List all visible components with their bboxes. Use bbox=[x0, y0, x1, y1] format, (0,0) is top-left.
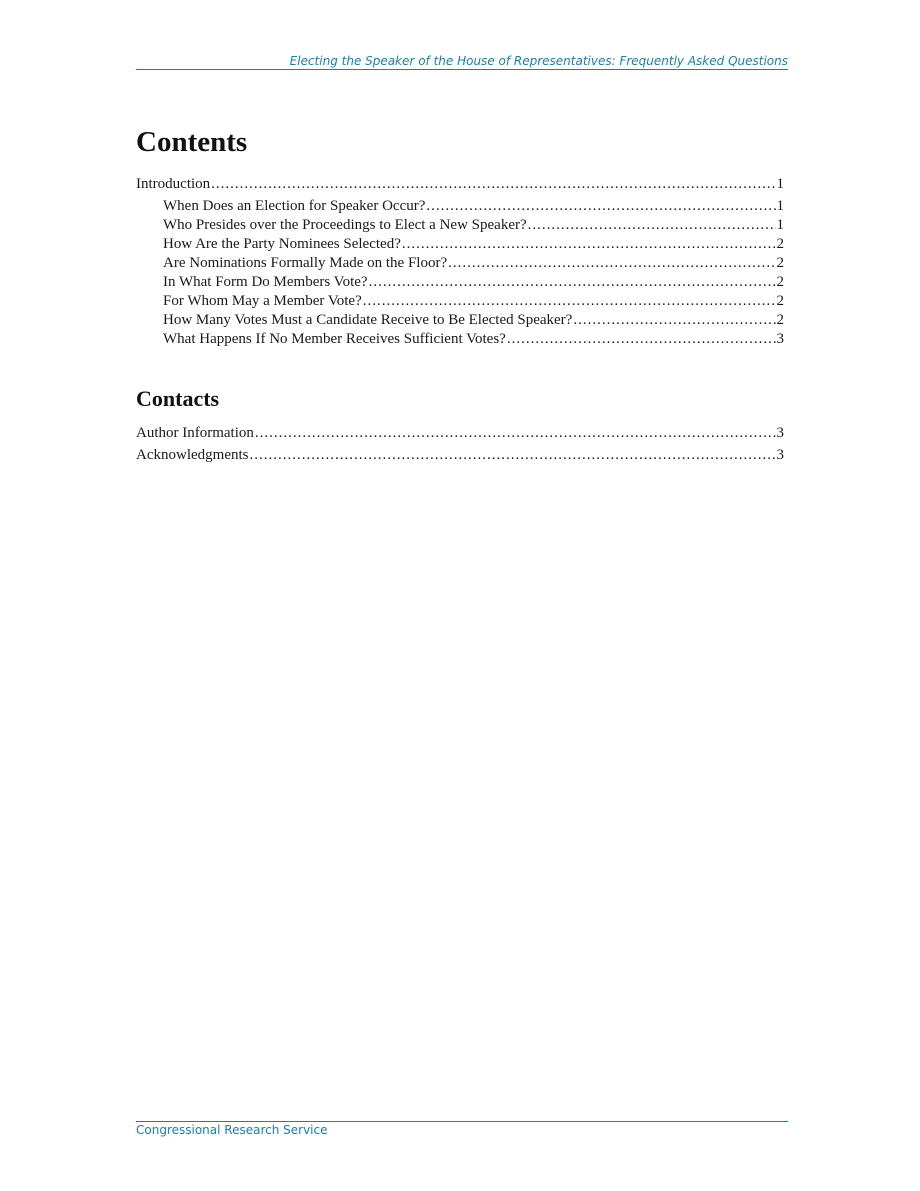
running-header: Electing the Speaker of the House of Representatives: Frequently Asked Questions bbox=[289, 54, 788, 68]
toc-entry-when-election[interactable] bbox=[136, 197, 784, 216]
toc-entry-page: 3 bbox=[776, 425, 784, 441]
toc-dot-leader bbox=[573, 311, 775, 330]
toc-dot-leader bbox=[363, 292, 776, 311]
toc-entry-nominations-floor[interactable] bbox=[136, 254, 784, 273]
toc-entry-for-whom[interactable] bbox=[136, 292, 784, 311]
toc-entry-label: How Are the Party Nominees Selected? bbox=[163, 236, 401, 252]
toc-entry-page: 1 bbox=[776, 176, 784, 192]
toc-entry-introduction[interactable] bbox=[136, 175, 784, 197]
toc-entry-page: 1 bbox=[776, 198, 784, 214]
toc-entry-page: 2 bbox=[776, 293, 784, 309]
toc-entry-label: For Whom May a Member Vote? bbox=[163, 293, 362, 309]
toc-entry-page: 1 bbox=[776, 217, 784, 233]
toc-dot-leader bbox=[402, 235, 776, 254]
toc-entry-no-sufficient-votes[interactable] bbox=[136, 330, 784, 349]
toc-entry-label: Who Presides over the Proceedings to Elect a New Speaker? bbox=[163, 217, 527, 233]
contacts-toc bbox=[136, 424, 784, 468]
contacts-heading: Contacts bbox=[136, 386, 220, 411]
toc-entry-page: 2 bbox=[776, 274, 784, 290]
toc-entry-label: Acknowledgments bbox=[136, 447, 249, 463]
toc-dot-leader bbox=[528, 216, 776, 235]
contents-heading: Contents bbox=[136, 126, 248, 158]
toc-entry-acknowledgments[interactable] bbox=[136, 446, 784, 468]
toc-entry-how-many-votes[interactable] bbox=[136, 311, 784, 330]
toc-entry-page: 2 bbox=[776, 236, 784, 252]
toc-dot-leader bbox=[211, 175, 775, 194]
toc-dot-leader bbox=[448, 254, 775, 273]
toc-dot-leader bbox=[255, 424, 776, 443]
toc-dot-leader bbox=[369, 273, 776, 292]
toc-entry-label: In What Form Do Members Vote? bbox=[163, 274, 368, 290]
toc-entry-page: 2 bbox=[776, 255, 784, 271]
running-footer: Congressional Research Service bbox=[136, 1123, 328, 1137]
toc-entry-page: 3 bbox=[776, 447, 784, 463]
toc-entry-vote-form[interactable] bbox=[136, 273, 784, 292]
toc-dot-leader bbox=[507, 330, 776, 349]
toc-entry-label: How Many Votes Must a Candidate Receive to Be Elected Speaker? bbox=[163, 312, 573, 328]
toc-entry-label: Author Information bbox=[136, 425, 254, 441]
toc-entry-label: Introduction bbox=[136, 176, 211, 192]
toc-entry-party-nominees[interactable] bbox=[136, 235, 784, 254]
footer-rule bbox=[136, 1121, 788, 1122]
toc-entry-label: Are Nominations Formally Made on the Floor? bbox=[163, 255, 448, 271]
contents-toc bbox=[136, 175, 784, 349]
header-rule bbox=[136, 69, 788, 70]
toc-entry-label: When Does an Election for Speaker Occur? bbox=[163, 198, 426, 214]
toc-entry-author-information[interactable] bbox=[136, 424, 784, 446]
toc-entry-page: 3 bbox=[776, 331, 784, 347]
toc-dot-leader bbox=[249, 446, 775, 465]
toc-entry-label: What Happens If No Member Receives Sufficient Votes? bbox=[163, 331, 506, 347]
toc-entry-page: 2 bbox=[776, 312, 784, 328]
toc-entry-who-presides[interactable] bbox=[136, 216, 784, 235]
toc-dot-leader bbox=[426, 197, 775, 216]
